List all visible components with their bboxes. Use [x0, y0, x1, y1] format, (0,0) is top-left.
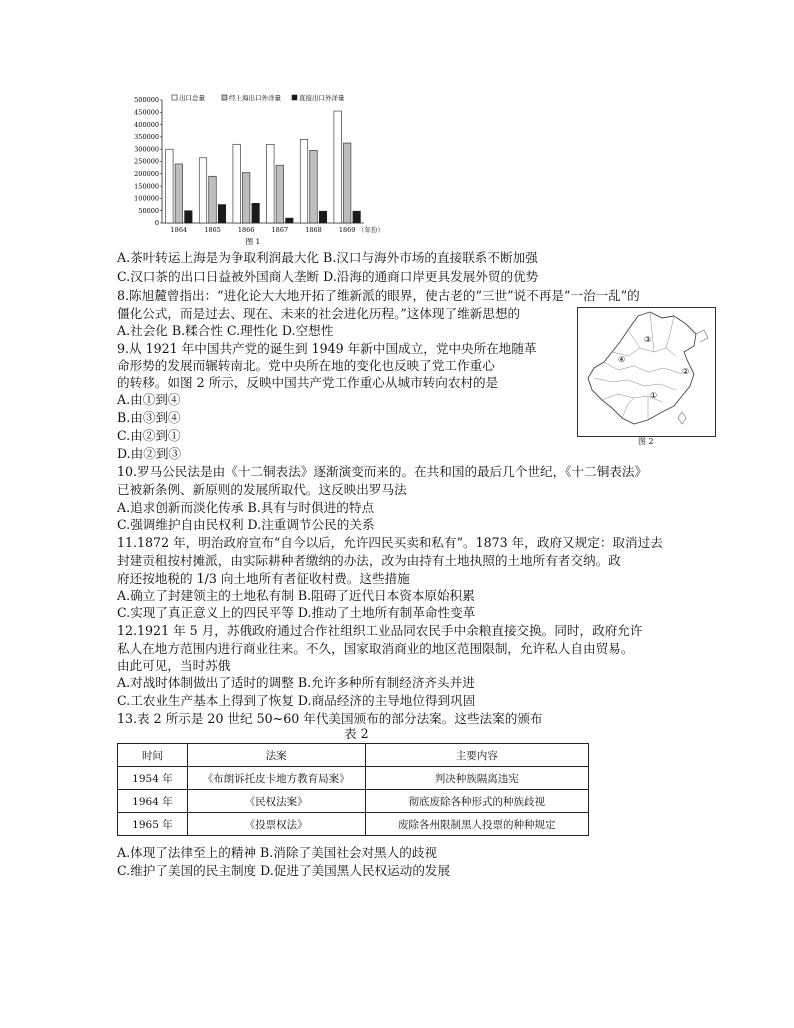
- table-cell: 《布朗诉托皮卡地方教育局案》: [187, 767, 365, 790]
- table-cell: 《投票权法》: [187, 813, 365, 836]
- table-row: [118, 767, 589, 790]
- export-bar-chart: [128, 92, 384, 252]
- chart-bar: [233, 144, 241, 223]
- table-header-row: [118, 744, 589, 767]
- q7-options-line2: C.汉口茶的出口日益被外国商人垄断 D.沿海的通商口岸更具发展外贸的优势: [117, 269, 539, 284]
- q9-option-b: B.由③到④: [117, 410, 181, 425]
- chart-legend-swatch: [292, 95, 297, 100]
- table-title: 表 2: [344, 726, 369, 741]
- q12-stem-line2: 私人在地方范围内进行商业往来。不久，国家取消商业的地区范围限制，允许私人自由贸易。: [117, 641, 634, 656]
- table-header-cell: 法案: [187, 744, 365, 767]
- table-cell: 1964 年: [118, 790, 188, 813]
- chart-bar: [199, 158, 207, 223]
- chart-x-tick-label: 1867: [271, 226, 289, 234]
- chart-y-tick-label: 200000: [134, 170, 159, 178]
- q10-stem-line2: 已被新条例、新原则的发展所取代。这反映出罗马法: [117, 482, 407, 497]
- chart-y-tick-label: 350000: [134, 133, 159, 142]
- q7-options-line1: A.茶叶转运上海是为争取利润最大化 B.汉口与海外市场的直接联系不断加强: [117, 250, 538, 265]
- map-mark-4: ④: [618, 355, 626, 364]
- chart-bar: [166, 149, 174, 223]
- table-header-cell: 主要内容: [365, 744, 589, 767]
- china-map-outline: [578, 308, 715, 436]
- table-cell: 1954 年: [118, 767, 188, 790]
- chart-y-tick-label: 100000: [134, 194, 159, 203]
- chart-x-tick-label: 1868: [305, 226, 322, 234]
- chart-x-tick-label: 1866: [237, 226, 255, 234]
- chart-x-tick-label: 1864: [170, 226, 188, 234]
- chart-bar: [209, 176, 217, 223]
- chart-bar: [175, 164, 183, 223]
- q13-options-line2: C.维护了美国的民主制度 D.促进了美国黑人民权运动的发展: [117, 863, 451, 878]
- chart-bars: [166, 111, 361, 223]
- q11-stem-line2: 封建贡租按村摊派，由实际耕种者缴纳的办法，改为由持有土地执照的土地所有者交纳。政: [117, 553, 621, 568]
- chart-caption: 图 1: [245, 237, 261, 246]
- q13-stem: 13.表 2 所示是 20 世纪 50~60 年代美国颁布的部分法案。这些法案的颁布: [117, 711, 543, 726]
- q13-options-line1: A.体现了法律至上的精神 B.消除了美国社会对黑人的歧视: [117, 845, 438, 860]
- chart-bar: [267, 144, 275, 223]
- chart-bar: [319, 211, 327, 223]
- table-row: [118, 790, 589, 813]
- map-caption: 图 2: [638, 437, 654, 446]
- chart-bar: [286, 218, 294, 223]
- q9-stem-line3: 的转移。如图 2 所示，反映中国共产党工作重心从城市转向农村的是: [117, 375, 499, 390]
- q8-stem-line2: 僵化公式，而是过去、现在、未来的社会进化历程。”这体现了维新思想的: [117, 306, 521, 321]
- chart-y-tick-label: 400000: [134, 120, 159, 129]
- chart-bar: [343, 143, 351, 223]
- q10-stem-line1: 10.罗马公民法是由《十二铜表法》逐渐演变而来的。在共和国的最后几个世纪，《十二铜表法》: [117, 464, 648, 479]
- chart-bar: [252, 203, 260, 223]
- q12-options-line2: C.工农业生产基本上得到了恢复 D.商品经济的主导地位得到巩固: [117, 693, 476, 708]
- chart-legend: [172, 93, 345, 102]
- q11-stem-line1: 11.1872 年，明治政府宣布“自今以后，允许四民买卖和私有”。1873 年，政府又规定：取消过去: [117, 535, 663, 550]
- table-row: [118, 813, 589, 836]
- table-header-cell: 时间: [118, 744, 188, 767]
- table-cell: 1965 年: [118, 813, 188, 836]
- q11-options-line2: C.实现了真正意义上的四民平等 D.推动了土地所有制革命性变革: [117, 605, 476, 620]
- q12-stem-line1: 12.1921 年 5 月，苏俄政府通过合作社组织工业品同农民手中余粮直接交换。同时，政府允许: [117, 623, 643, 638]
- chart-bar: [334, 111, 342, 223]
- map-mark-2: ②: [682, 367, 690, 376]
- chart-bar: [353, 211, 361, 223]
- table-cell: 判决种族隔离违宪: [365, 767, 589, 790]
- chart-legend-label: 经上海出口外洋量: [229, 94, 281, 102]
- chart-legend-swatch: [172, 95, 177, 100]
- chart-y-tick-label: 500000: [134, 96, 159, 105]
- q9-stem-line2: 命形势的发展而辗转南北。党中央所在地的变化也反映了党工作重心: [117, 358, 495, 373]
- q8-stem-line1: 8.陈旭麓曾指出：“进化论大大地开拓了维新派的眼界，使古老的“三世”说不再是“一治一乱”的: [117, 288, 640, 303]
- chart-x-axis-label: （年份）: [358, 226, 384, 234]
- china-map-figure: [577, 307, 716, 437]
- q10-options-line2: C.强调维护自由民权利 D.注重调节公民的关系: [117, 517, 375, 532]
- chart-bar: [218, 205, 226, 223]
- table-cell: 《民权法案》: [187, 790, 365, 813]
- chart-y-tick-label: 300000: [134, 145, 159, 154]
- q10-options-line1: A.追求创新而淡化传承 B.具有与时俱进的特点: [117, 500, 375, 515]
- chart-bar: [310, 150, 318, 223]
- chart-bar: [185, 211, 193, 223]
- q11-options-line1: A.确立了封建领主的土地私有制 B.阻碍了近代日本资本原始积累: [117, 588, 475, 603]
- chart-bar: [242, 173, 250, 223]
- chart-x-tick-label: 1865: [204, 226, 221, 234]
- chart-x-tick-label: 1869: [338, 226, 356, 234]
- map-mark-1: ①: [650, 391, 658, 400]
- chart-y-tick-label: 250000: [134, 157, 159, 166]
- q9-option-d: D.由②到③: [117, 446, 182, 461]
- q12-stem-line3: 由此可见，当时苏俄: [117, 658, 231, 673]
- map-mark-3: ③: [644, 335, 652, 344]
- laws-table: [117, 743, 589, 836]
- q9-stem-line1: 9.从 1921 年中国共产党的诞生到 1949 年新中国成立，党中央所在地随革: [117, 341, 537, 356]
- q9-option-c: C.由②到①: [117, 428, 181, 443]
- chart-y-tick-label: 450000: [134, 108, 159, 117]
- chart-legend-swatch: [222, 95, 227, 100]
- chart-y-tick-label: 0: [154, 219, 159, 228]
- q8-options: A.社会化 B.糅合性 C.理性化 D.空想性: [117, 323, 334, 338]
- chart-bar: [300, 139, 308, 223]
- chart-y-tick-label: 50000: [138, 206, 159, 215]
- q9-option-a: A.由①到④: [117, 392, 181, 407]
- table-cell: 彻底废除各种形式的种族歧视: [365, 790, 589, 813]
- chart-y-tick-label: 150000: [134, 182, 159, 191]
- chart-bar: [276, 165, 284, 223]
- q12-options-line1: A.对战时体制做出了适时的调整 B.允许多种所有制经济齐头并进: [117, 675, 475, 690]
- q11-stem-line3: 府还按地税的 1/3 向土地所有者征收村费。这些措施: [117, 571, 410, 586]
- table-cell: 废除各州限制黑人投票的种种规定: [365, 813, 589, 836]
- chart-legend-label: 出口总量: [179, 94, 205, 102]
- chart-legend-label: 直接出口外洋量: [299, 94, 345, 102]
